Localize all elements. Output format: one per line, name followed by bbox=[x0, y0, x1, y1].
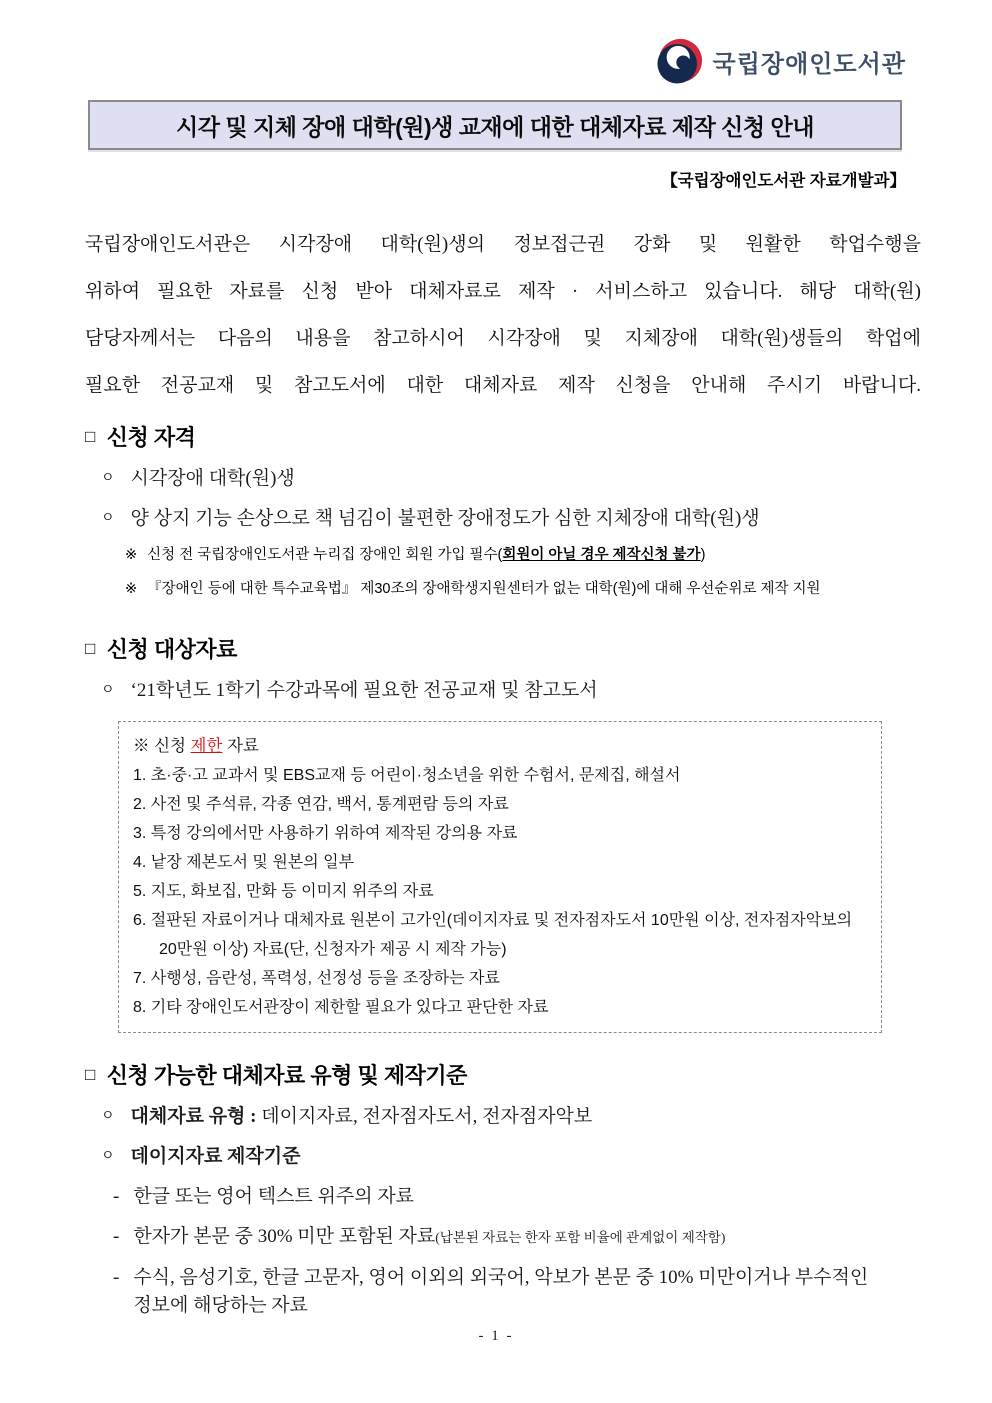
gov-emblem-icon bbox=[657, 38, 703, 84]
reference-mark-icon: ※ bbox=[125, 581, 138, 597]
square-bullet-icon: □ bbox=[85, 427, 95, 446]
types-item-text: 대체자료 유형 : 데이지자료, 전자점자도서, 전자점자악보 bbox=[130, 1106, 593, 1127]
restriction-box-header: ※ 신청 제한 자료 bbox=[133, 737, 259, 755]
department-label: 【국립장애인도서관 자료개발과】 bbox=[661, 172, 906, 190]
circle-bullet-icon: ㅇ bbox=[101, 1109, 115, 1124]
section-heading-target bbox=[85, 635, 921, 665]
reference-mark-icon: ※ bbox=[125, 547, 138, 563]
criteria-detail bbox=[85, 1223, 921, 1252]
restriction-item: 8. 기타 장애인도서관장이 제한할 필요가 있다고 판단한 자료 bbox=[133, 999, 549, 1016]
page-title: 시각 및 지체 장애 대학(원)생 교재에 대한 대체자료 제작 신청 안내 bbox=[176, 113, 814, 140]
criteria-detail-text: 수식, 음성기호, 한글 고문자, 영어 이외의 외국어, 악보가 본문 중 10% 미만이거나 부수적인 정보에 해당하는 자료 bbox=[133, 1267, 869, 1316]
types-label: 대체자료 유형 : bbox=[130, 1106, 257, 1127]
restriction-item: 5. 지도, 화보집, 만화 등 이미지 위주의 자료 bbox=[133, 883, 434, 900]
criteria-detail bbox=[85, 1264, 921, 1320]
square-bullet-icon: □ bbox=[85, 1065, 95, 1084]
section-heading-text: 신청 자격 bbox=[106, 425, 196, 450]
restriction-item: 3. 특정 강의에서만 사용하기 위하여 제작된 강의용 자료 bbox=[133, 825, 518, 842]
circle-bullet-icon: ㅇ bbox=[101, 511, 115, 526]
eligibility-item bbox=[85, 505, 921, 533]
section-heading-text: 신청 가능한 대체자료 유형 및 제작기준 bbox=[106, 1063, 467, 1088]
dash-bullet-icon: - bbox=[113, 1226, 120, 1247]
restriction-item: 2. 사전 및 주석류, 각종 연감, 백서, 통계편람 등의 자료 bbox=[133, 796, 509, 813]
eligibility-note bbox=[85, 543, 921, 567]
types-item bbox=[85, 1103, 921, 1131]
eligibility-note-text: 『장애인 등에 대한 특수교육법』 제30조의 장애학생지원센터가 없는 대학(원)에 대해 우선순위로 제작 지원 bbox=[147, 581, 821, 597]
restriction-item: 7. 사행성, 음란성, 폭력성, 선정성 등을 조장하는 자료 bbox=[133, 970, 500, 987]
criteria-detail bbox=[85, 1183, 921, 1211]
eligibility-item bbox=[85, 465, 921, 493]
criteria-detail-text: 한글 또는 영어 텍스트 위주의 자료 bbox=[133, 1186, 415, 1207]
eligibility-item-text: 양 상지 기능 손상으로 책 넘김이 불편한 장애정도가 심한 지체장애 대학(원)생 bbox=[130, 508, 760, 529]
intro-line: 위하여 필요한 자료를 신청 받아 대체자료로 제작 · 서비스하고 있습니다. 해당 대학(원) bbox=[85, 281, 921, 302]
dash-bullet-icon: - bbox=[113, 1186, 120, 1207]
intro-line: 담당자께서는 다음의 내용을 참고하시어 시각장애 및 지체장애 대학(원)생들의 학업에 bbox=[85, 328, 921, 349]
section-heading-text: 신청 대상자료 bbox=[106, 637, 237, 662]
circle-bullet-icon: ㅇ bbox=[101, 683, 115, 698]
criteria-detail-text: 한자가 본문 중 30% 미만 포함된 자료(납본된 자료는 한자 포함 비율에 관계없이 제작함) bbox=[133, 1226, 726, 1247]
eligibility-item-text: 시각장애 대학(원)생 bbox=[130, 468, 295, 489]
restriction-box bbox=[118, 721, 882, 1033]
intro-line: 국립장애인도서관은 시각장애 대학(원)생의 정보접근권 강화 및 원활한 학업수행을 bbox=[85, 234, 921, 255]
page-number: - 1 - bbox=[478, 1328, 514, 1344]
section-heading-eligibility bbox=[85, 423, 921, 453]
restriction-item: 1. 초·중·고 교과서 및 EBS교재 등 어린이·청소년을 위한 수험서, 문제집, 해설서 bbox=[133, 767, 681, 784]
note-emphasis: 회원이 아닐 경우 제작신청 불가 bbox=[502, 547, 701, 563]
circle-bullet-icon: ㅇ bbox=[101, 1149, 115, 1164]
square-bullet-icon: □ bbox=[85, 639, 95, 658]
circle-bullet-icon: ㅇ bbox=[101, 471, 115, 486]
restriction-emphasis: 제한 bbox=[190, 737, 223, 755]
dash-bullet-icon: - bbox=[113, 1267, 120, 1288]
title-banner bbox=[88, 100, 902, 150]
restriction-item: 6. 절판된 자료이거나 대체자료 원본이 고가인(데이지자료 및 전자점자도서 10만원 이상, 전자점자악보의 20만원 이상) 자료(단, 신청자가 제공 시 제작 가능) bbox=[133, 912, 853, 958]
intro-line: 필요한 전공교재 및 참고도서에 대한 대체자료 제작 신청을 안내해 주시기 바랍니다. bbox=[85, 375, 921, 396]
eligibility-note-text: 신청 전 국립장애인도서관 누리집 장애인 회원 가입 필수(회원이 아닐 경우 제작신청 불가) bbox=[147, 547, 706, 563]
target-item-text: ‘21학년도 1학기 수강과목에 필요한 전공교재 및 참고도서 bbox=[130, 680, 598, 701]
criteria-detail-small: (납본된 자료는 한자 포함 비율에 관계없이 제작함) bbox=[435, 1230, 726, 1245]
restriction-item: 4. 낱장 제본도서 및 원본의 일부 bbox=[133, 854, 355, 871]
org-logo bbox=[657, 38, 906, 84]
eligibility-note bbox=[85, 577, 921, 601]
criteria-item bbox=[85, 1143, 921, 1171]
criteria-label: 데이지자료 제작기준 bbox=[130, 1146, 301, 1167]
target-item bbox=[85, 677, 921, 705]
logo-text: 국립장애인도서관 bbox=[712, 50, 906, 78]
section-heading-types bbox=[85, 1061, 921, 1091]
document-body bbox=[85, 221, 921, 1320]
